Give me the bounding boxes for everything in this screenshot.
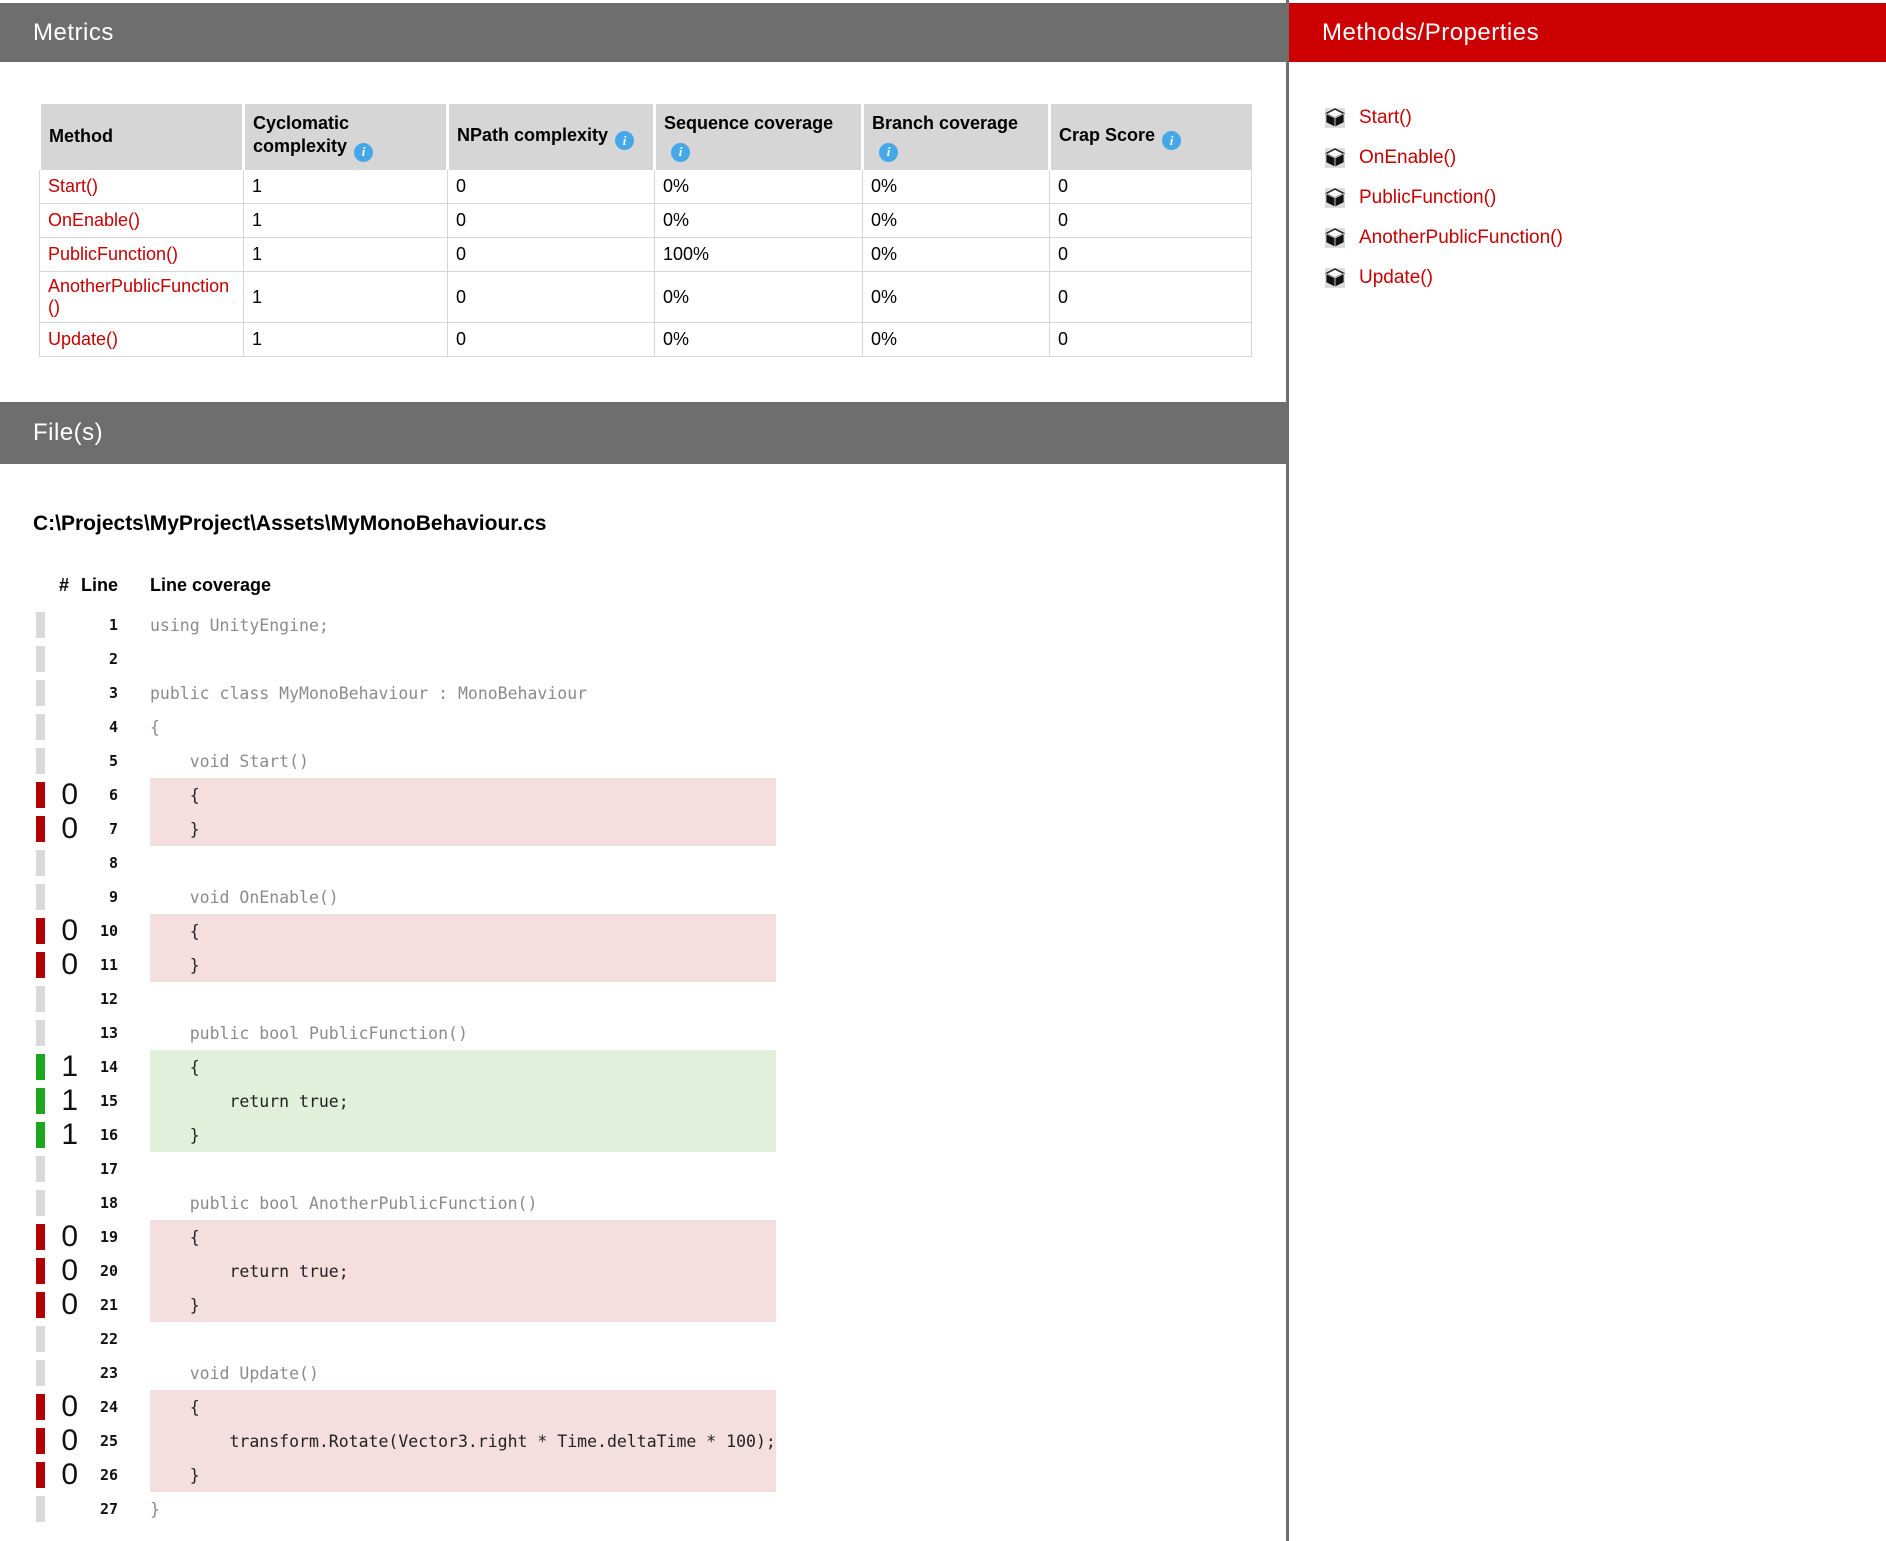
coverage-marker-cell	[33, 710, 50, 744]
gutter-spacer	[118, 812, 150, 846]
gutter-spacer	[118, 846, 150, 880]
metrics-column-header	[244, 105, 448, 170]
gutter-spacer	[118, 1084, 150, 1118]
coverage-marker-cell	[33, 676, 50, 710]
sequence-coverage-cell: 0%	[655, 204, 863, 238]
code-text: public bool AnotherPublicFunction()	[150, 1193, 538, 1213]
coverage-marker-cell	[33, 948, 50, 982]
code-text: using UnityEngine;	[150, 615, 329, 635]
spacer-column-header	[118, 570, 150, 608]
coverage-marker-cell	[33, 1288, 50, 1322]
hit-count: 0	[61, 1458, 78, 1491]
code-line-row	[33, 1050, 776, 1084]
metrics-section-title: Metrics	[33, 18, 114, 46]
gutter-spacer	[118, 1254, 150, 1288]
coverage-marker-cell	[33, 880, 50, 914]
coverage-marker-cell	[33, 778, 50, 812]
method-cube-icon	[1325, 228, 1345, 248]
coverage-marker	[36, 1292, 45, 1318]
coverage-marker	[36, 816, 45, 842]
code-line-row	[33, 1220, 776, 1254]
method-list-item	[1325, 138, 1886, 178]
line-number: 6	[108, 786, 118, 804]
code-text: {	[150, 914, 776, 948]
gutter-spacer	[118, 744, 150, 778]
code-line-row	[33, 1016, 776, 1050]
line-number: 1	[108, 616, 118, 634]
metrics-row	[40, 238, 1252, 272]
coverage-marker-cell	[33, 812, 50, 846]
coverage-marker	[36, 884, 45, 910]
line-number: 3	[108, 684, 118, 702]
coverage-marker-cell	[33, 744, 50, 778]
code-text	[150, 642, 776, 676]
npath-complexity-cell: 0	[448, 323, 655, 357]
line-number: 10	[99, 922, 118, 940]
coverage-marker-cell	[33, 1050, 50, 1084]
code-text: {	[150, 1220, 776, 1254]
code-text: public bool PublicFunction()	[150, 1023, 468, 1043]
code-text	[150, 1152, 776, 1186]
hit-count	[50, 676, 78, 710]
hit-count: 1	[61, 1118, 78, 1151]
cyclomatic-complexity-cell: 1	[244, 170, 448, 204]
crap-score-cell: 0	[1050, 238, 1252, 272]
gutter-spacer	[118, 948, 150, 982]
hit-count: 0	[61, 1220, 78, 1253]
method-list-item	[1325, 218, 1886, 258]
coverage-marker	[36, 850, 45, 876]
code-text: {	[150, 1390, 776, 1424]
code-line-row	[33, 1254, 776, 1288]
coverage-marker-cell	[33, 608, 50, 642]
coverage-marker	[36, 748, 45, 774]
metrics-row	[40, 323, 1252, 357]
gutter-spacer	[118, 1050, 150, 1084]
gutter-spacer	[118, 1492, 150, 1526]
code-text	[150, 982, 776, 1016]
code-text: {	[150, 717, 160, 737]
sequence-coverage-cell: 0%	[655, 272, 863, 323]
method-cube-icon	[1325, 188, 1345, 208]
code-line-row	[33, 710, 776, 744]
code-line-row	[33, 1390, 776, 1424]
metrics-column-label: Branch coverage	[872, 113, 1019, 134]
code-line-row	[33, 1322, 776, 1356]
code-line-row	[33, 1458, 776, 1492]
code-text: }	[150, 1499, 160, 1519]
branch-coverage-cell: 0%	[863, 238, 1050, 272]
metrics-column-label: Sequence coverage	[664, 113, 834, 134]
metrics-column-header	[655, 105, 863, 170]
method-link[interactable]: OnEnable()	[1359, 147, 1457, 168]
gutter-spacer	[118, 1186, 150, 1220]
sequence-coverage-cell: 0%	[655, 170, 863, 204]
line-number: 18	[99, 1194, 118, 1212]
code-line-row	[33, 1152, 776, 1186]
method-list-item	[1325, 98, 1886, 138]
hit-count	[50, 1152, 78, 1186]
hit-count: 0	[61, 1424, 78, 1457]
branch-coverage-cell: 0%	[863, 272, 1050, 323]
line-number: 19	[99, 1228, 118, 1246]
method-link[interactable]: PublicFunction()	[48, 244, 179, 264]
metrics-method-cell	[40, 238, 244, 272]
metrics-method-cell	[40, 272, 244, 323]
line-number: 11	[99, 956, 118, 974]
line-coverage-table	[33, 570, 776, 1526]
metrics-section-header	[0, 3, 1286, 62]
coverage-marker	[36, 1428, 45, 1454]
coverage-marker-cell	[33, 1118, 50, 1152]
line-number: 12	[99, 990, 118, 1008]
hit-count	[50, 846, 78, 880]
metrics-column-label: NPath complexity	[457, 124, 609, 145]
metrics-column-label: Cyclomatic complexity	[253, 113, 350, 157]
line-number: 25	[99, 1432, 118, 1450]
hit-count	[50, 744, 78, 778]
coverage-marker	[36, 782, 45, 808]
coverage-marker-cell	[33, 1220, 50, 1254]
gutter-spacer	[118, 1118, 150, 1152]
cyclomatic-complexity-cell: 1	[244, 323, 448, 357]
metrics-column-header	[448, 105, 655, 170]
method-link[interactable]: Start()	[1359, 107, 1412, 128]
line-number: 17	[99, 1160, 118, 1178]
hits-column-header: #	[58, 574, 69, 595]
method-link[interactable]: AnotherPublicFunction()	[48, 276, 230, 317]
method-link[interactable]: Update()	[48, 329, 119, 349]
coverage-marker-cell	[33, 1390, 50, 1424]
coverage-marker	[36, 1156, 45, 1182]
coverage-marker	[36, 1088, 45, 1114]
npath-complexity-cell: 0	[448, 204, 655, 238]
marker-column-header	[33, 570, 50, 608]
coverage-marker-cell	[33, 642, 50, 676]
hit-count: 1	[61, 1050, 78, 1083]
branch-coverage-cell: 0%	[863, 204, 1050, 238]
method-cube-icon	[1325, 268, 1345, 288]
code-text: }	[150, 1288, 776, 1322]
gutter-spacer	[118, 1220, 150, 1254]
method-link[interactable]: OnEnable()	[48, 210, 141, 230]
gutter-spacer	[118, 1356, 150, 1390]
hit-count	[50, 1016, 78, 1050]
line-number: 22	[99, 1330, 118, 1348]
gutter-spacer	[118, 1458, 150, 1492]
gutter-spacer	[118, 1288, 150, 1322]
coverage-marker	[36, 1020, 45, 1046]
method-link[interactable]: AnotherPublicFunction()	[1359, 227, 1563, 248]
gutter-spacer	[118, 982, 150, 1016]
code-line-row	[33, 880, 776, 914]
file-path: C:\Projects\MyProject\Assets\MyMonoBehaviour.cs	[33, 512, 547, 535]
metrics-column-header	[1050, 105, 1252, 170]
side-column	[1286, 0, 1886, 1541]
line-number: 27	[99, 1500, 118, 1518]
line-number: 7	[108, 820, 118, 838]
gutter-spacer	[118, 1016, 150, 1050]
code-line-row	[33, 1186, 776, 1220]
cyclomatic-complexity-cell: 1	[244, 272, 448, 323]
line-number: 13	[99, 1024, 118, 1042]
coverage-marker-cell	[33, 1016, 50, 1050]
coverage-marker-cell	[33, 1322, 50, 1356]
code-text: public class MyMonoBehaviour : MonoBehaviour	[150, 683, 588, 703]
coverage-marker-cell	[33, 1424, 50, 1458]
hit-count	[50, 1492, 78, 1526]
code-text: }	[150, 948, 776, 982]
coverage-marker	[36, 646, 45, 672]
coverage-marker	[36, 1054, 45, 1080]
line-number: 16	[99, 1126, 118, 1144]
line-number: 14	[99, 1058, 118, 1076]
method-list-item	[1325, 178, 1886, 218]
line-number: 8	[108, 854, 118, 872]
code-line-row	[33, 608, 776, 642]
method-link[interactable]: Update()	[1359, 267, 1433, 288]
code-text: void Update()	[150, 1363, 319, 1383]
code-line-row	[33, 1356, 776, 1390]
code-text: void Start()	[150, 751, 309, 771]
coverage-marker	[36, 1360, 45, 1386]
crap-score-cell: 0	[1050, 204, 1252, 238]
hit-count: 0	[61, 1254, 78, 1287]
coverage-marker	[36, 918, 45, 944]
line-number: 21	[99, 1296, 118, 1314]
files-section-title: File(s)	[33, 419, 104, 446]
metrics-row	[40, 272, 1252, 323]
line-number: 20	[99, 1262, 118, 1280]
method-cube-icon	[1325, 108, 1345, 128]
method-cube-icon	[1325, 148, 1345, 168]
gutter-spacer	[118, 1424, 150, 1458]
hit-count	[50, 642, 78, 676]
code-line-row	[33, 1118, 776, 1152]
hit-count	[50, 880, 78, 914]
coverage-marker	[36, 1326, 45, 1352]
code-text	[150, 1322, 776, 1356]
metrics-header-row	[40, 105, 1252, 170]
line-number: 4	[108, 718, 118, 736]
code-text: }	[150, 1458, 776, 1492]
coverage-marker	[36, 1122, 45, 1148]
code-line-row	[33, 846, 776, 880]
info-icon[interactable]	[671, 143, 690, 162]
metrics-method-cell	[40, 323, 244, 357]
branch-coverage-cell: 0%	[863, 170, 1050, 204]
hit-count	[50, 1186, 78, 1220]
code-line-row	[33, 1288, 776, 1322]
coverage-marker	[36, 1224, 45, 1250]
gutter-spacer	[118, 710, 150, 744]
coverage-marker-cell	[33, 1186, 50, 1220]
coverage-marker-cell	[33, 914, 50, 948]
method-link[interactable]: Start()	[48, 176, 99, 196]
coverage-marker	[36, 1496, 45, 1522]
hit-count: 0	[61, 1390, 78, 1423]
info-icon[interactable]	[354, 143, 373, 162]
code-text: {	[150, 1050, 776, 1084]
coverage-marker-cell	[33, 846, 50, 880]
code-line-row	[33, 778, 776, 812]
coverage-marker-cell	[33, 1254, 50, 1288]
gutter-spacer	[118, 1322, 150, 1356]
code-text: void OnEnable()	[150, 887, 339, 907]
crap-score-cell: 0	[1050, 272, 1252, 323]
metrics-method-cell	[40, 170, 244, 204]
hit-count: 1	[61, 1084, 78, 1117]
line-number: 26	[99, 1466, 118, 1484]
code-line-row	[33, 744, 776, 778]
coverage-marker	[36, 952, 45, 978]
code-line-row	[33, 1492, 776, 1526]
hit-count	[50, 608, 78, 642]
code-text: {	[150, 778, 776, 812]
coverage-marker-cell	[33, 1084, 50, 1118]
gutter-spacer	[118, 608, 150, 642]
coverage-marker	[36, 1258, 45, 1284]
code-text: return true;	[150, 1254, 776, 1288]
line-number: 5	[108, 752, 118, 770]
npath-complexity-cell: 0	[448, 170, 655, 204]
coverage-marker-cell	[33, 982, 50, 1016]
line-number: 9	[108, 888, 118, 906]
line-number: 23	[99, 1364, 118, 1382]
coverage-marker	[36, 714, 45, 740]
code-text: }	[150, 812, 776, 846]
hit-count: 0	[61, 948, 78, 981]
branch-coverage-cell: 0%	[863, 323, 1050, 357]
code-line-row	[33, 1424, 776, 1458]
hit-count: 0	[61, 1288, 78, 1321]
hit-count	[50, 710, 78, 744]
info-icon[interactable]	[1162, 131, 1181, 150]
gutter-spacer	[118, 914, 150, 948]
crap-score-cell: 0	[1050, 323, 1252, 357]
gutter-spacer	[118, 1152, 150, 1186]
gutter-spacer	[118, 880, 150, 914]
code-text: }	[150, 1118, 776, 1152]
method-link[interactable]: PublicFunction()	[1359, 187, 1497, 208]
info-icon[interactable]	[879, 143, 898, 162]
metrics-method-cell	[40, 204, 244, 238]
method-list-item	[1325, 258, 1886, 298]
coverage-marker	[36, 612, 45, 638]
npath-complexity-cell: 0	[448, 238, 655, 272]
coverage-marker	[36, 1394, 45, 1420]
metrics-table-container	[38, 104, 1286, 357]
sequence-coverage-cell: 100%	[655, 238, 863, 272]
methods-list	[1289, 98, 1886, 298]
line-number: 15	[99, 1092, 118, 1110]
code-line-row	[33, 676, 776, 710]
code-line-row	[33, 642, 776, 676]
code-line-row	[33, 948, 776, 982]
metrics-column-header	[40, 105, 244, 170]
metrics-column-label: Method	[49, 126, 113, 147]
code-text: transform.Rotate(Vector3.right * Time.deltaTime * 100);	[150, 1424, 776, 1458]
crap-score-cell: 0	[1050, 170, 1252, 204]
coverage-marker	[36, 986, 45, 1012]
metrics-column-label: Crap Score	[1059, 124, 1156, 145]
code-line-row	[33, 1084, 776, 1118]
sequence-coverage-cell: 0%	[655, 323, 863, 357]
hit-count: 0	[61, 812, 78, 845]
line-column-header: Line	[80, 574, 118, 595]
code-text	[150, 846, 776, 880]
line-coverage-column-header: Line coverage	[150, 574, 272, 595]
files-section-header	[0, 402, 1286, 464]
info-icon[interactable]	[615, 131, 634, 150]
cyclomatic-complexity-cell: 1	[244, 204, 448, 238]
code-line-row	[33, 982, 776, 1016]
metrics-row	[40, 170, 1252, 204]
gutter-spacer	[118, 778, 150, 812]
code-line-row	[33, 914, 776, 948]
hit-count	[50, 1356, 78, 1390]
metrics-table	[38, 104, 1252, 357]
hit-count: 0	[61, 914, 78, 947]
coverage-marker-cell	[33, 1152, 50, 1186]
methods-properties-title: Methods/Properties	[1322, 18, 1540, 46]
coverage-marker	[36, 680, 45, 706]
coverage-marker-cell	[33, 1458, 50, 1492]
hit-count	[50, 982, 78, 1016]
hit-count	[50, 1322, 78, 1356]
metrics-row	[40, 204, 1252, 238]
metrics-column-header	[863, 105, 1050, 170]
coverage-marker	[36, 1462, 45, 1488]
code-line-row	[33, 812, 776, 846]
hit-count: 0	[61, 778, 78, 811]
code-text: return true;	[150, 1084, 776, 1118]
gutter-spacer	[118, 642, 150, 676]
npath-complexity-cell: 0	[448, 272, 655, 323]
coverage-marker-cell	[33, 1492, 50, 1526]
line-number: 2	[108, 650, 118, 668]
cyclomatic-complexity-cell: 1	[244, 238, 448, 272]
coverage-marker-cell	[33, 1356, 50, 1390]
gutter-spacer	[118, 1390, 150, 1424]
line-coverage-header-row	[33, 570, 776, 608]
line-number: 24	[99, 1398, 118, 1416]
coverage-marker	[36, 1190, 45, 1216]
gutter-spacer	[118, 676, 150, 710]
methods-properties-header	[1289, 3, 1886, 62]
